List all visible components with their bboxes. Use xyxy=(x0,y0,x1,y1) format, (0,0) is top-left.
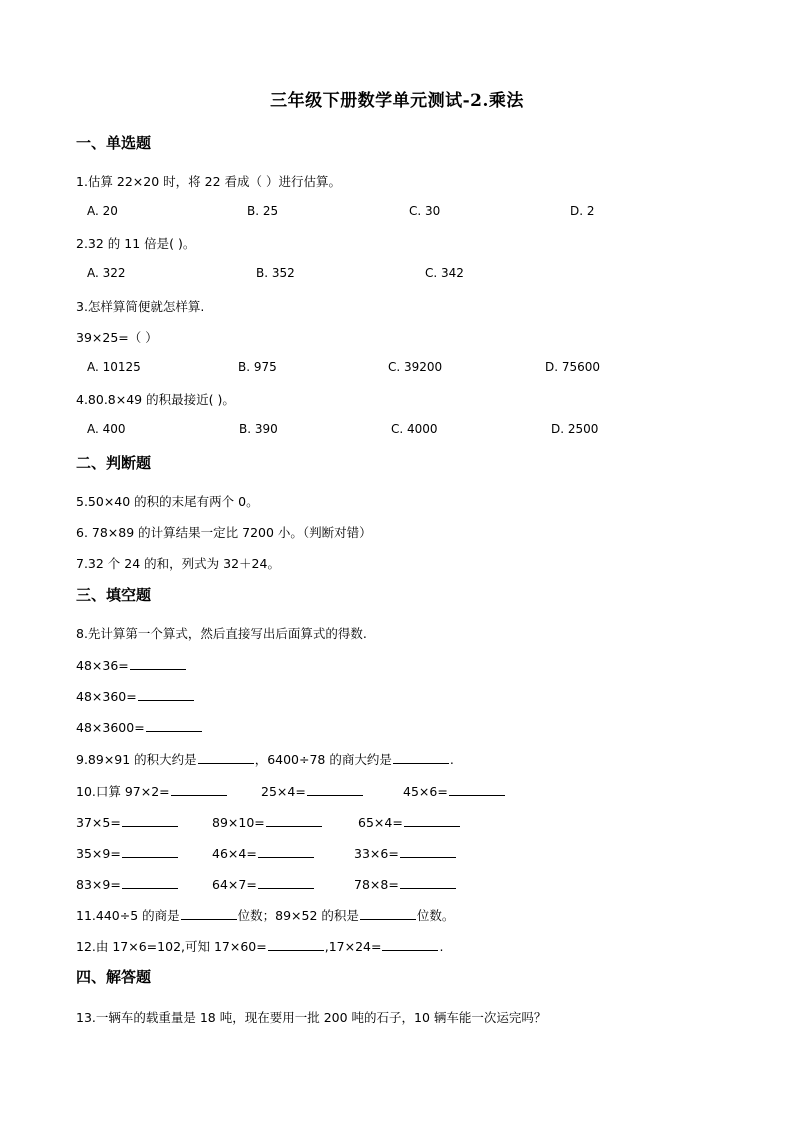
answer-blank[interactable] xyxy=(393,750,449,764)
answer-blank[interactable] xyxy=(130,656,186,670)
section-heading-single-choice: 一、单选题 xyxy=(76,134,152,152)
answer-blank[interactable] xyxy=(258,875,314,889)
answer-blank[interactable] xyxy=(400,875,456,889)
question-1-stem: 1.估算 22×20 时，将 22 看成（ ）进行估算。 xyxy=(76,174,341,189)
answer-blank[interactable] xyxy=(266,813,322,827)
q11-part-1: 11.440÷5 的商是 xyxy=(76,908,180,923)
answer-blank[interactable] xyxy=(307,782,363,796)
q10-expr: 89×10= xyxy=(212,815,265,830)
answer-blank[interactable] xyxy=(138,687,194,701)
question-11 xyxy=(76,906,454,924)
q10-cell xyxy=(76,875,179,892)
q10-expr: 46×4= xyxy=(212,846,257,861)
q10-expr: 45×6= xyxy=(403,784,448,799)
q10-expr: 25×4= xyxy=(261,784,306,799)
q10-cell xyxy=(212,875,315,892)
q10-cell xyxy=(358,813,461,830)
q10-cell xyxy=(403,782,506,799)
q10-cell xyxy=(212,813,323,830)
q10-cell xyxy=(76,844,179,861)
q10-expr: 65×4= xyxy=(358,815,403,830)
q12-part-1: 12.由 17×6=102,可知 17×60= xyxy=(76,939,267,954)
answer-blank[interactable] xyxy=(198,750,254,764)
q10-expr: 83×9= xyxy=(76,877,121,892)
answer-blank[interactable] xyxy=(122,813,178,827)
answer-blank[interactable] xyxy=(122,875,178,889)
q10-cell xyxy=(261,782,364,799)
q1-option-c: C. 30 xyxy=(409,204,441,218)
q10-cell xyxy=(76,813,179,830)
q10-cell xyxy=(76,782,228,800)
answer-blank[interactable] xyxy=(122,844,178,858)
q4-option-c: C. 4000 xyxy=(391,422,438,436)
answer-blank[interactable] xyxy=(404,813,460,827)
section-heading-true-false: 二、判断题 xyxy=(76,454,152,472)
q10-cell xyxy=(354,875,457,892)
q8-line-2 xyxy=(76,687,195,704)
q10-cell xyxy=(354,844,457,861)
q10-expr: 78×8= xyxy=(354,877,399,892)
question-12 xyxy=(76,937,443,955)
question-9 xyxy=(76,750,454,768)
question-5-stem: 5.50×40 的积的末尾有两个 0。 xyxy=(76,494,259,509)
q3-option-a: A. 10125 xyxy=(87,360,141,374)
q12-part-3: . xyxy=(439,939,444,954)
q2-option-b: B. 352 xyxy=(256,266,295,280)
q2-option-a: A. 322 xyxy=(87,266,126,280)
q9-part-3: . xyxy=(449,752,454,767)
question-8-stem: 8.先计算第一个算式，然后直接写出后面算式的得数. xyxy=(76,626,367,641)
q11-part-3: 位数。 xyxy=(416,908,455,923)
q1-option-d: D. 2 xyxy=(570,204,595,218)
answer-blank[interactable] xyxy=(400,844,456,858)
q10-expr: 35×9= xyxy=(76,846,121,861)
q9-part-2: ，6400÷78 的商大约是 xyxy=(254,752,392,767)
q10-expr: 10.口算 97×2= xyxy=(76,784,170,799)
q10-cell xyxy=(212,844,315,861)
q8-line-1 xyxy=(76,656,187,673)
page-title: 三年级下册数学单元测试-2.乘法 xyxy=(270,91,524,111)
section-heading-word-problems: 四、解答题 xyxy=(76,968,152,986)
q4-option-b: B. 390 xyxy=(239,422,278,436)
answer-blank[interactable] xyxy=(146,718,202,732)
question-13-stem: 13.一辆车的载重量是 18 吨，现在要用一批 200 吨的石子，10 辆车能一次运完吗？ xyxy=(76,1010,547,1025)
q4-option-d: D. 2500 xyxy=(551,422,599,436)
q8-line-2-expr: 48×360= xyxy=(76,689,137,704)
answer-blank[interactable] xyxy=(258,844,314,858)
q8-line-3 xyxy=(76,718,203,735)
question-6-stem: 6. 78×89 的计算结果一定比 7200 小。（判断对错） xyxy=(76,525,372,540)
q10-expr: 64×7= xyxy=(212,877,257,892)
answer-blank[interactable] xyxy=(382,937,438,951)
q2-option-c: C. 342 xyxy=(425,266,464,280)
q3-option-c: C. 39200 xyxy=(388,360,443,374)
q10-expr: 33×6= xyxy=(354,846,399,861)
answer-blank[interactable] xyxy=(171,782,227,796)
q9-part-1: 9.89×91 的积大约是 xyxy=(76,752,197,767)
question-4-stem: 4.80.8×49 的积最接近( )。 xyxy=(76,392,235,407)
q11-part-2: 位数；89×52 的积是 xyxy=(237,908,359,923)
answer-blank[interactable] xyxy=(181,906,237,920)
question-2-stem: 2.32 的 11 倍是( )。 xyxy=(76,236,196,251)
answer-blank[interactable] xyxy=(360,906,416,920)
question-7-stem: 7.32 个 24 的和，列式为 32＋24。 xyxy=(76,556,280,571)
section-heading-fill-in: 三、填空题 xyxy=(76,586,152,604)
q4-option-a: A. 400 xyxy=(87,422,126,436)
question-3-stem: 3.怎样算简便就怎样算. xyxy=(76,299,205,314)
answer-blank[interactable] xyxy=(449,782,505,796)
q1-option-a: A. 20 xyxy=(87,204,118,218)
q8-line-3-expr: 48×3600= xyxy=(76,720,145,735)
q1-option-b: B. 25 xyxy=(247,204,279,218)
q8-line-1-expr: 48×36= xyxy=(76,658,129,673)
answer-blank[interactable] xyxy=(268,937,324,951)
q12-part-2: ,17×24= xyxy=(324,939,382,954)
q3-option-d: D. 75600 xyxy=(545,360,601,374)
q3-option-b: B. 975 xyxy=(238,360,277,374)
q10-expr: 37×5= xyxy=(76,815,121,830)
question-3-expression: 39×25=（ ） xyxy=(76,330,158,345)
